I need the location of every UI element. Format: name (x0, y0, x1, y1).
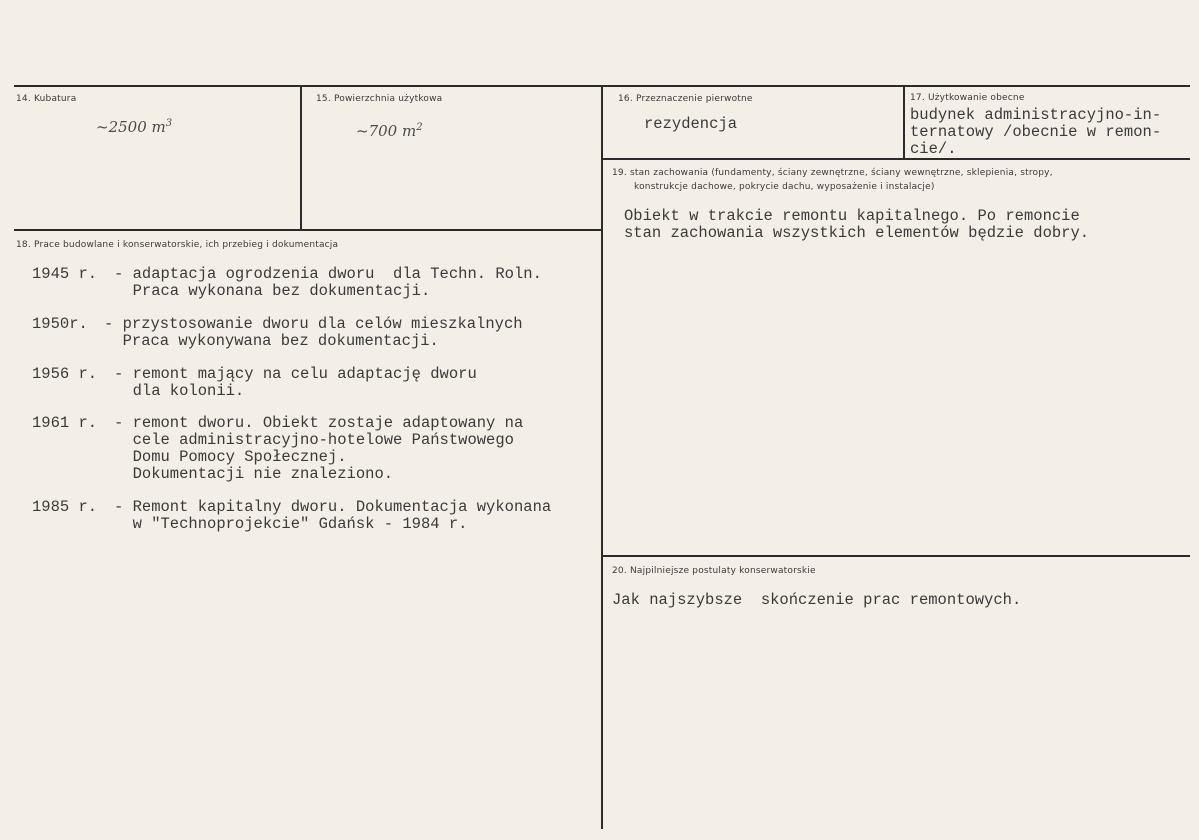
entry-1961-year: 1961 r. (32, 414, 98, 432)
field-16-label: 16. Przeznaczenie pierwotne (618, 94, 753, 104)
entry-1950-line-1: - przystosowanie dworu dla celów mieszkalnych (104, 315, 523, 333)
field-19-line-1: Obiekt w trakcie remontu kapitalnego. Po remoncie (624, 207, 1080, 225)
entry-1945-line-1: - adaptacja ogrodzenia dworu dla Techn. Roln. (114, 265, 542, 283)
field-15-label: 15. Powierzchnia użytkowa (316, 94, 443, 104)
entry-1985-year: 1985 r. (32, 498, 98, 516)
rule-below-14-15 (14, 229, 601, 231)
field-15-value-sup: 2 (416, 122, 423, 133)
entry-1950-line-2: Praca wykonywana bez dokumentacji. (104, 332, 439, 350)
field-14-label: 14. Kubatura (16, 94, 77, 104)
field-17-label: 17. Użytkowanie obecne (910, 93, 1025, 103)
entry-1961-line-1: - remont dworu. Obiekt zostaje adaptowany na (114, 414, 524, 432)
divider-main (601, 87, 603, 829)
field-20-label: 20. Najpilniejsze postulaty konserwatorskie (612, 566, 816, 576)
field-15-value (356, 122, 423, 140)
field-16-value: rezydencja (644, 115, 738, 133)
field-19-label-line-2: konstrukcje dachowe, pokrycie dachu, wyposażenie i instalacje) (634, 182, 935, 192)
field-20-value: Jak najszybsze skończenie prac remontowych. (612, 591, 1022, 609)
entry-1956-line-1: - remont mający na celu adaptację dworu (114, 365, 477, 383)
entry-1961-line-3: Domu Pomocy Społecznej. (114, 448, 347, 466)
entry-1945-line-2: Praca wykonana bez dokumentacji. (114, 282, 431, 300)
rule-below-16-17 (603, 158, 1190, 160)
entry-1961-line-4: Dokumentacji nie znaleziono. (114, 465, 394, 483)
field-14-value-sup: 3 (165, 118, 173, 129)
field-18-label: 18. Prace budowlane i konserwatorskie, ich przebieg i dokumentacja (16, 240, 339, 250)
entry-1956-line-2: dla kolonii. (114, 382, 245, 400)
field-14-value (96, 118, 172, 136)
field-17-line-2: ternatowy /obecnie w remon- (910, 123, 1162, 141)
entry-1961-line-2: cele administracyjno-hotelowe Państwowego (114, 431, 514, 449)
divider-14-15 (300, 87, 302, 230)
field-19-line-2: stan zachowania wszystkich elementów będzie dobry. (624, 224, 1090, 242)
entry-1956-year: 1956 r. (32, 365, 98, 383)
field-19-label-line-1: 19. stan zachowania (fundamenty, ściany zewnętrzne, ściany wewnętrzne, sklepienia, stropy, (612, 168, 1053, 178)
entry-1985-line-1: - Remont kapitalny dworu. Dokumentacja wykonana (114, 498, 552, 516)
entry-1985-line-2: w "Technoprojekcie" Gdańsk - 1984 r. (114, 515, 468, 533)
divider-16-17 (903, 87, 905, 160)
entry-1950-year: 1950r. (32, 315, 88, 333)
field-17-line-3: cie/. (910, 140, 957, 158)
field-17-line-1: budynek administracyjno-in- (910, 106, 1162, 124)
field-15-value-main: ~700 m (356, 122, 417, 140)
field-14-value-main: ~2500 m (96, 118, 166, 136)
entry-1945-year: 1945 r. (32, 265, 98, 283)
rule-below-19 (603, 555, 1190, 557)
